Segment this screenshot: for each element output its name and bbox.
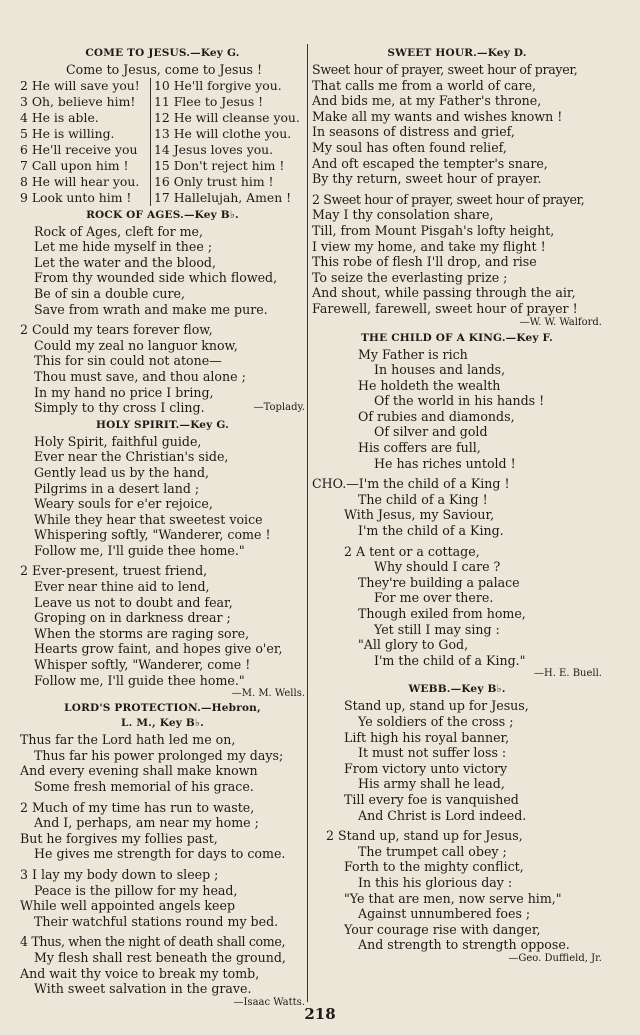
verse-cell: 16 Only trust him !	[154, 173, 274, 189]
verse-line: In seasons of distress and grief,	[312, 124, 515, 140]
verse-line: Follow me, I'll guide thee home."	[34, 542, 245, 558]
verse-line: Thus far the Lord hath led me on,	[20, 732, 236, 748]
verse-line: Let the water and the blood,	[34, 254, 216, 270]
come-to-jesus-verses-table	[20, 78, 305, 206]
verse-line: Stand up, stand up for Jesus,	[344, 698, 529, 714]
verse-cell: 7 Call upon him !	[20, 157, 129, 173]
verse-line: He holdeth the wealth	[358, 377, 501, 393]
verse-line: While they hear that sweetest voice	[34, 511, 263, 527]
verse-line: May I thy consolation share,	[312, 207, 494, 223]
verse-cell: 6 He'll receive you	[20, 141, 138, 157]
verse-line: Make all my wants and wishes known !	[312, 108, 563, 124]
verse-line: And shout, while passing through the air,	[312, 285, 576, 301]
verse-cell: 2 He will save you!	[20, 77, 140, 93]
hymn-title-child-of-a-king: THE CHILD OF A KING.—Key F.	[361, 331, 553, 344]
hymn-subtitle-lords-protection: L. M., Key B♭.	[121, 717, 204, 730]
hymn-title-come-to-jesus: COME TO JESUS.—Key G.	[85, 47, 240, 59]
verse-line: 2 Stand up, stand up for Jesus,	[326, 828, 523, 844]
page-number: 218	[304, 1005, 336, 1023]
verse-line: Of the world in his hands !	[374, 393, 545, 409]
verse-line: Weary souls for e'er rejoice,	[34, 496, 213, 512]
verse-line: "All glory to God,	[358, 637, 469, 653]
verse-line: 3 I lay my body down to sleep ;	[20, 866, 219, 882]
verse-line: Gently lead us by the hand,	[34, 464, 210, 480]
right-column	[312, 44, 602, 965]
author-attribution: —Geo. Duffield, Jr.	[508, 952, 602, 964]
verse-line: From victory unto victory	[344, 760, 508, 776]
verse-cell: 17 Hallelujah, Amen !	[154, 189, 292, 205]
chorus-line: I'm the child of a King.	[358, 523, 504, 539]
verse-line: 2 Ever-present, truest friend,	[20, 563, 208, 579]
verse-cell: 10 He'll forgive you.	[154, 77, 282, 93]
verse-line: Whisper softly, "Wanderer, come !	[34, 657, 251, 673]
author-attribution: —Toplady.	[253, 402, 305, 414]
verse-line: In this his glorious day :	[358, 874, 513, 890]
verse-line: I view my home, and take my flight !	[312, 238, 546, 254]
verse-line: His army shall he lead,	[358, 776, 505, 792]
verse-line: With sweet salvation in the grave.	[34, 981, 252, 997]
verse-line: And bids me, at my Father's throne,	[312, 93, 542, 109]
verse-line: My soul has often found relief,	[312, 139, 507, 155]
verse-line: Why should I care ?	[374, 559, 501, 575]
verse-line: Your courage rise with danger,	[344, 921, 541, 937]
verse-line: Forth to the mighty conflict,	[344, 859, 524, 875]
verse-line: Of rubies and diamonds,	[358, 408, 515, 424]
verse-line: By thy return, sweet hour of prayer.	[312, 171, 542, 187]
verse-line: Save from wrath and make me pure.	[34, 301, 268, 317]
verse-line: Let me hide myself in thee ;	[34, 239, 213, 255]
verse-line: The trumpet call obey ;	[358, 843, 507, 859]
verse-cell: 13 He will clothe you.	[154, 125, 292, 141]
hymn-title-holy-spirit: HOLY SPIRIT.—Key G.	[96, 418, 229, 431]
verse-cell: 11 Flee to Jesus !	[154, 93, 264, 109]
verse-line: Simply to thy cross I cling.	[34, 400, 205, 416]
verse-line: Till every foe is vanquished	[344, 791, 519, 807]
verse-line: He gives me strength for days to come.	[34, 846, 286, 862]
verse-line: Hearts grow faint, and hopes give o'er,	[34, 641, 283, 657]
verse-line: 2 A tent or a cottage,	[344, 543, 480, 559]
verse-cell: 14 Jesus loves you.	[154, 141, 274, 157]
hymn-title-webb: WEBB.—Key B♭.	[408, 683, 506, 696]
verse-line: 2 Much of my time has run to waste,	[20, 799, 255, 815]
verse-line: And strength to strength oppose.	[358, 937, 570, 953]
verse-line: Leave us not to doubt and fear,	[34, 594, 233, 610]
verse-line: Till, from Mount Pisgah's lofty height,	[312, 222, 555, 238]
verse-line: This robe of flesh I'll drop, and rise	[312, 254, 537, 270]
verse-line: While well appointed angels keep	[20, 898, 236, 914]
chorus-line: CHO.—I'm the child of a King !	[312, 476, 510, 492]
verse-cell: 4 He is able.	[20, 109, 99, 125]
verse-cell: 15 Don't reject him !	[154, 157, 285, 173]
verse-line: But he forgives my follies past,	[20, 830, 218, 846]
verse-line: Whispering softly, "Wanderer, come !	[34, 527, 271, 543]
verse-line: Peace is the pillow for my head,	[34, 882, 238, 898]
verse-line: Sweet hour of prayer, sweet hour of prayer,	[312, 62, 578, 77]
author-attribution: —H. E. Buell.	[533, 668, 602, 680]
verse-line: "Ye that are men, now serve him,"	[344, 890, 562, 906]
hymn-title-sweet-hour: SWEET HOUR.—Key D.	[387, 47, 527, 59]
chorus-line: The child of a King !	[358, 491, 488, 507]
verse-line: Rock of Ages, cleft for me,	[34, 223, 204, 239]
author-attribution: —M. M. Wells.	[231, 688, 305, 700]
verse-line: His coffers are full,	[358, 440, 481, 456]
verse-line: Though exiled from home,	[358, 606, 526, 621]
verse-cell: 5 He is willing.	[20, 125, 115, 141]
verse-line: Of silver and gold	[374, 424, 488, 440]
verse-line: They're building a palace	[358, 574, 520, 590]
verse-line: Thus far his power prolonged my days;	[34, 747, 284, 763]
verse-line: In my hand no price I bring,	[34, 384, 214, 400]
verse-cell: 9 Look unto him !	[20, 189, 132, 205]
verse-line: Farewell, farewell, sweet hour of prayer !	[312, 300, 578, 316]
verse-line: To seize the everlasting prize ;	[312, 269, 508, 285]
verse-line: I'm the child of a King."	[374, 652, 526, 668]
verse-line: From thy wounded side which flowed,	[34, 270, 278, 286]
verse-line: Groping on in darkness drear ;	[34, 610, 231, 626]
verse-line: And I, perhaps, am near my home ;	[34, 815, 259, 831]
verse-line: 4 Thus, when the night of death shall come,	[20, 934, 286, 950]
refrain-line: Come to Jesus, come to Jesus !	[66, 62, 263, 77]
verse-line: My Father is rich	[358, 346, 468, 362]
author-attribution: —W. W. Walford.	[519, 316, 602, 328]
verse-line: Be of sin a double cure,	[34, 285, 186, 301]
verse-line: 2 Could my tears forever flow,	[20, 322, 213, 338]
verse-line: Their watchful stations round my bed.	[34, 913, 279, 929]
verse-line: And oft escaped the tempter's snare,	[312, 155, 548, 171]
verse-line: And Christ is Lord indeed.	[358, 807, 527, 823]
verse-line: Ye soldiers of the cross ;	[358, 713, 514, 729]
verse-line: Could my zeal no languor know,	[34, 337, 238, 353]
verse-line: My flesh shall rest beneath the ground,	[34, 949, 286, 965]
verse-line: Lift high his royal banner,	[344, 729, 510, 745]
left-column	[20, 44, 305, 1009]
verse-line: It must not suffer loss :	[358, 745, 507, 761]
column-divider	[307, 44, 308, 1002]
verse-line: Ever near the Christian's side,	[34, 449, 229, 465]
verse-line: When the storms are raging sore,	[34, 625, 250, 641]
verse-line: Some fresh memorial of his grace.	[34, 779, 254, 794]
verse-line: That calls me from a world of care,	[312, 77, 537, 93]
verse-line: He has riches untold !	[374, 455, 516, 471]
hymn-title-lords-protection: LORD'S PROTECTION.—Hebron,	[64, 702, 261, 715]
verse-line: 2 Sweet hour of prayer, sweet hour of prayer,	[312, 191, 585, 207]
verse-line: And every evening shall make known	[20, 763, 258, 779]
verse-line: Pilgrims in a desert land ;	[34, 480, 200, 496]
verse-line: Ever near thine aid to lend,	[34, 579, 210, 595]
verse-cell: 3 Oh, believe him!	[20, 93, 136, 109]
verse-line: Yet still I may sing :	[374, 621, 500, 637]
verse-line: Holy Spirit, faithful guide,	[34, 433, 202, 449]
verse-line: Follow me, I'll guide thee home."	[34, 672, 245, 688]
verse-line: And wait thy voice to break my tomb,	[20, 965, 260, 981]
author-attribution: —Isaac Watts.	[233, 996, 305, 1008]
verse-line: Against unnumbered foes ;	[358, 906, 531, 922]
verse-line: Thou must save, and thou alone ;	[34, 368, 246, 384]
verse-cell: 8 He will hear you.	[20, 173, 140, 189]
verse-line: For me over there.	[374, 590, 494, 606]
verse-line: In houses and lands,	[374, 362, 506, 378]
hymn-title-rock-of-ages: ROCK OF AGES.—Key B♭.	[86, 208, 239, 221]
chorus-line: With Jesus, my Saviour,	[344, 507, 495, 523]
verse-line: This for sin could not atone—	[34, 353, 222, 369]
verse-cell: 12 He will cleanse you.	[154, 109, 300, 125]
